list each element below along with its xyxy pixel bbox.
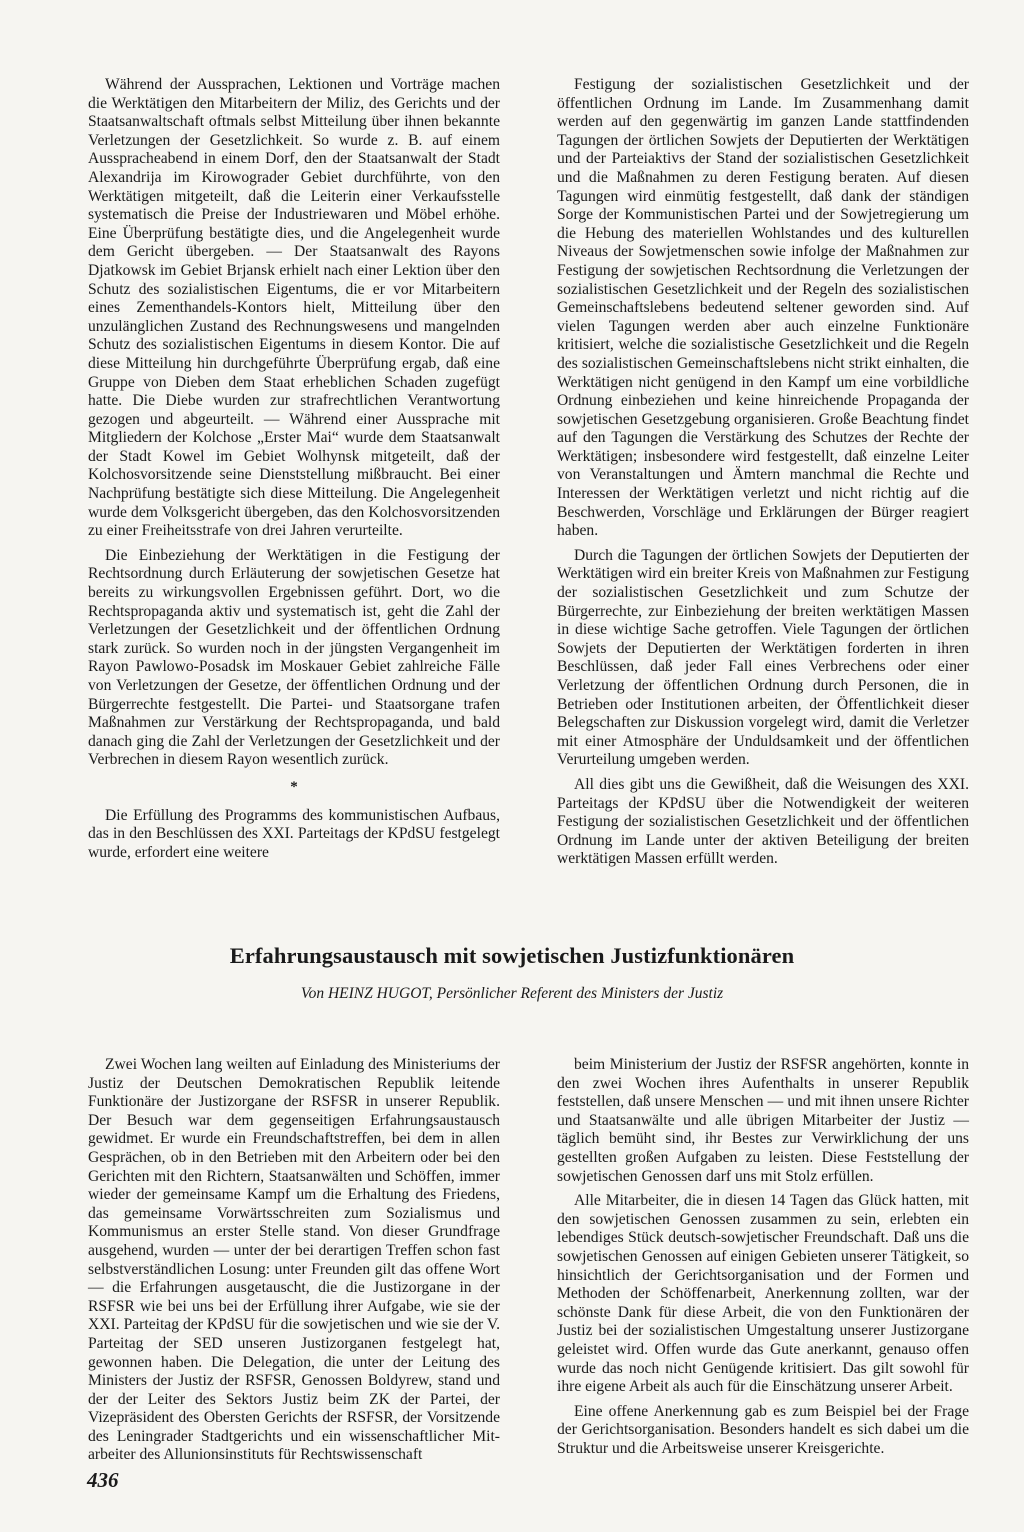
paragraph: Durch die Tagungen der örtlichen Sowjets der Deputierten der Werktätigen wird ein breiter Kreis von Maßnahmen zur Festigung der sozialistischen Gesetzlichkeit und zum Schutze der Bürgerrechte, zur Einbeziehung der breiten werktätigen Massen in diese wichtige Sache getroffen. Viele Tagungen der örtlichen Sowjets der Deputierten der Werktätigen forderten in ihren Beschlüssen, daß jeder Fall eines Verbrechens oder einer Verletzung der öffentlichen Ordnung durch Personen, die in Betrieben oder Institutionen arbeiten, der Öffentlichkeit dieser Belegschaften zur Diskussion vorgelegt wird, damit die Verletzer mit einer Atmosphäre der Unduldsamkeit und der öffentlichen Verurteilung umgeben werden. [557,546,969,769]
paragraph: Während der Aussprachen, Lektionen und Vorträge machen die Werktätigen den Mitarbeitern der Miliz, des Gerichts und der Staatsanwaltschaft oftmals selbst Mitteilung über ihnen bekannte Verletzungen der Gesetzlichkeit. So wurde z. B. auf einem Ausspracheabend in einem Dorf, den der Staatsanwalt der Stadt Alexandrija im Kirowograder Gebiet durchführte, von den Werktätigen mitgeteilt, daß die Leiterin einer Verkaufsstelle systematisch die Preise der Industriewaren und Möbel erhöhe. Eine Überprüfung bestätigte dies, und die Angelegenheit wurde dem Gericht übergeben. — Der Staatsanwalt des Rayons Djatkowsk im Gebiet Brjansk erhielt nach einer Lektion über den Schutz des sozialistischen Eigentums, die er vor Mitarbeitern eines Zementhandels-Kontors hielt, Mitteilung über den unzulänglichen Zustand des Rechnungswesens und mangelnden Schutz des sozialistischen Eigentums in diesem Kontor. Die auf diese Mitteilung hin durchgeführte Überprüfung ergab, daß eine Gruppe von Dieben dem Staat erheblichen Schaden zugefügt hatte. Die Diebe wurden zur strafrechtlichen Verantwortung gezogen und abgeurteilt. — Während einer Aussprache mit Mitgliedern der Kolchose „Erster Mai“ wurde dem Staatsanwalt der Stadt Kowel im Gebiet Wolhynsk mitgeteilt, daß der Kolchosvorsitzende seine Dienststellung mißbraucht. Bei einer Nachprüfung bestätigte sich diese Mitteilung. Die Angelegenheit wurde dem Volksgericht übergeben, das den Kolchosvorsitzenden zu einer Freiheitsstrafe von drei Jahren verurteilte. [88,76,500,540]
paragraph: beim Ministerium der Justiz der RSFSR angehörten, konnte in den zwei Wochen ihres Aufenthalts in unserer Republik feststellen, daß unsere Menschen — und mit ihnen unsere Richter und Staatsanwälte und alle übrigen Mitarbeiter der Justiz — täglich bemüht sind, ihr Bestes zur Verwirklichung der uns gestellten großen Aufgaben zu leisten. Diese Feststellung der sowjetischen Genossen darf uns mit Stolz erfüllen. [557,1056,969,1185]
article-title: Erfahrungsaustausch mit sowjetischen Justizfunktionären [229,943,795,968]
article-left-column [88,1056,500,1465]
top-right-column [557,76,969,869]
article-right-column [557,1056,969,1458]
page-number: 436 [87,1468,119,1492]
paragraph: Festigung der sozialistischen Gesetzlichkeit und der öffentlichen Ordnung im Lande. Im Zusammenhang damit werden auf den gegenwärtig im ganzen Lande stattfindenden Tagungen der örtlichen Sowjets der Deputierten der Werktätigen und der Parteiaktivs der Stand der sozialistischen Gesetzlichkeit und die Maßnahmen zu deren Festigung beraten. Auf diesen Tagungen wird einmütig festgestellt, daß dank der ständigen Sorge der Kommunistischen Partei und der Sowjetregierung um die Hebung des materiellen Wohlstandes und des kulturellen Niveaus der Sowjetmenschen sowie infolge der Maßnahmen zur Festigung der sowjetischen Rechtsordnung die Verletzungen der sozialistischen Gesetzlichkeit und der Regeln des sozialistischen Gemeinschaftslebens bedeutend seltener geworden sind. Auf vielen Tagungen werden aber auch einzelne Funktionäre kritisiert, welche die sozialistische Gesetzlichkeit und die Regeln des sozialistischen Gemeinschaftslebens nicht strikt einhalten, die Werktätigen nicht genügend in den Kampf um eine vorbildliche Ordnung einbeziehen und keine hinreichende Propaganda der sowjetischen Gesetzgebung organisieren. Große Beachtung findet auf den Tagungen die Verstärkung des Schutzes der Rechte der Werktätigen; insbesondere wird festgestellt, daß einzelne Leiter von Veranstaltungen und Ämtern manchmal die Rechte und Interessen der Werktätigen verletzt und nicht richtig auf die Beschwerden, Vorschläge und Erklärungen der Bürger reagiert haben. [557,76,969,540]
paragraph: Zwei Wochen lang weilten auf Einladung des Ministeriums der Justiz der Deutschen Demokratischen Republik leitende Funktionäre der Justizorgane der RSFSR in unserer Republik. Der Besuch war dem gegenseitigen Erfahrungsaustausch gewidmet. Er wurde ein Freundschaftstreffen, bei dem in allen Gesprächen, ob in den Betrieben mit den Arbeitern oder bei den Gerichten mit den Richtern, Staatsanwälten und Schöffen, immer wieder der gemeinsame Kampf um die Erhaltung des Friedens, das gemeinsame Vorwärtsschreiten zum Sozialismus und Kommunismus an erster Stelle stand. Von dieser Grundfrage ausgehend, wurden — unter der bei derartigen Treffen schon fast selbstverständlichen Losung: unter Freunden gilt das offene Wort — die Erfahrungen ausgetauscht, die die Justizorgane in der RSFSR wie bei uns bei der Erfüllung ihrer Aufgabe, wie sie der XXI. Parteitag der KPdSU für die sowjetischen und wie sie der V. Parteitag der SED unseren Justizorganen festgelegt hat, gewonnen haben. Die Delegation, die unter der Leitung des Ministers der Justiz der RSFSR, Genossen Boldyrew, stand und der der Leiter des Sektors Justiz beim ZK der Partei, der Vizepräsident des Obersten Gerichts der RSFSR, der Vorsitzende des Leningrader Stadtgerichts und ein wissenschaftlicher Mitarbeiter des Allunionsinstituts für Rechtswissenschaft [88,1056,500,1464]
top-left-column [88,76,500,862]
paragraph: Eine offene Anerkennung gab es zum Beispiel bei der Frage der Gerichtsorganisation. Besonders handelt es sich dabei um die Struktur und die Arbeitsweise unserer Kreisgerichte. [557,1402,969,1457]
paragraph: Alle Mitarbeiter, die in diesen 14 Tagen das Glück hatten, mit den sowjetischen Genossen zusammen zu sein, erlebten ein lebendiges Stück deutsch-sowjetischer Freundschaft. Daß uns die sowjetischen Genossen auf einigen Gebieten unserer Tätigkeit, so hinsichtlich der Gerichtsorganisation und der Formen und Methoden der Schöffenarbeit, Anerkennung zollten, war der schönste Dank für diese Arbeit, die von den Funktionären der Justiz bei der sozialistischen Umgestaltung unserer Justizorgane geleistet wird. Offen wurde das Gute anerkannt, genauso offen wurde das noch nicht Genügende kritisiert. Das gilt sowohl für ihre eigene Arbeit als auch für die Einschätzung unserer Arbeit. [557,1192,969,1396]
section-separator: * [290,778,298,795]
paragraph: Die Erfüllung des Programms des kommunistischen Aufbaus, das in den Beschlüssen des XXI. Parteitags der KPdSU festgelegt wurde, erfordert eine weitere [88,806,500,861]
paragraph: Die Einbeziehung der Werktätigen in die Festigung der Rechtsordnung durch Erläuterung der sowjetischen Gesetze hat bereits zu wirkungsvollen Ergebnissen geführt. Dort, wo die Rechtspropaganda aktiv und systematisch ist, geht die Zahl der Verletzungen der Gesetzlichkeit und der öffentlichen Ordnung stark zurück. So wurden noch in der jüngsten Vergangenheit im Rayon Pawlowo-Posadsk im Moskauer Gebiet zahlreiche Fälle von Verletzungen der Gesetze, der öffentlichen Ordnung und der Bürgerrechte festgestellt. Die Partei- und Staatsorgane trafen Maßnahmen zur Verstärkung der Rechtspropaganda, und bald danach ging die Zahl der Verletzungen der Gesetzlichkeit und der Verbrechen in diesem Rayon wesentlich zurück. [88,546,500,769]
paragraph: All dies gibt uns die Gewißheit, daß die Weisungen des XXI. Parteitags der KPdSU über die Notwendigkeit der weiteren Festigung der sozialistischen Gesetzlichkeit und der öffentlichen Ordnung im Lande unter der aktiven Beteiligung der breiten werktätigen Massen erfüllt werden. [557,775,969,868]
article-byline: Von HEINZ HUGOT, Persönlicher Referent des Ministers der Justiz [300,985,724,1002]
